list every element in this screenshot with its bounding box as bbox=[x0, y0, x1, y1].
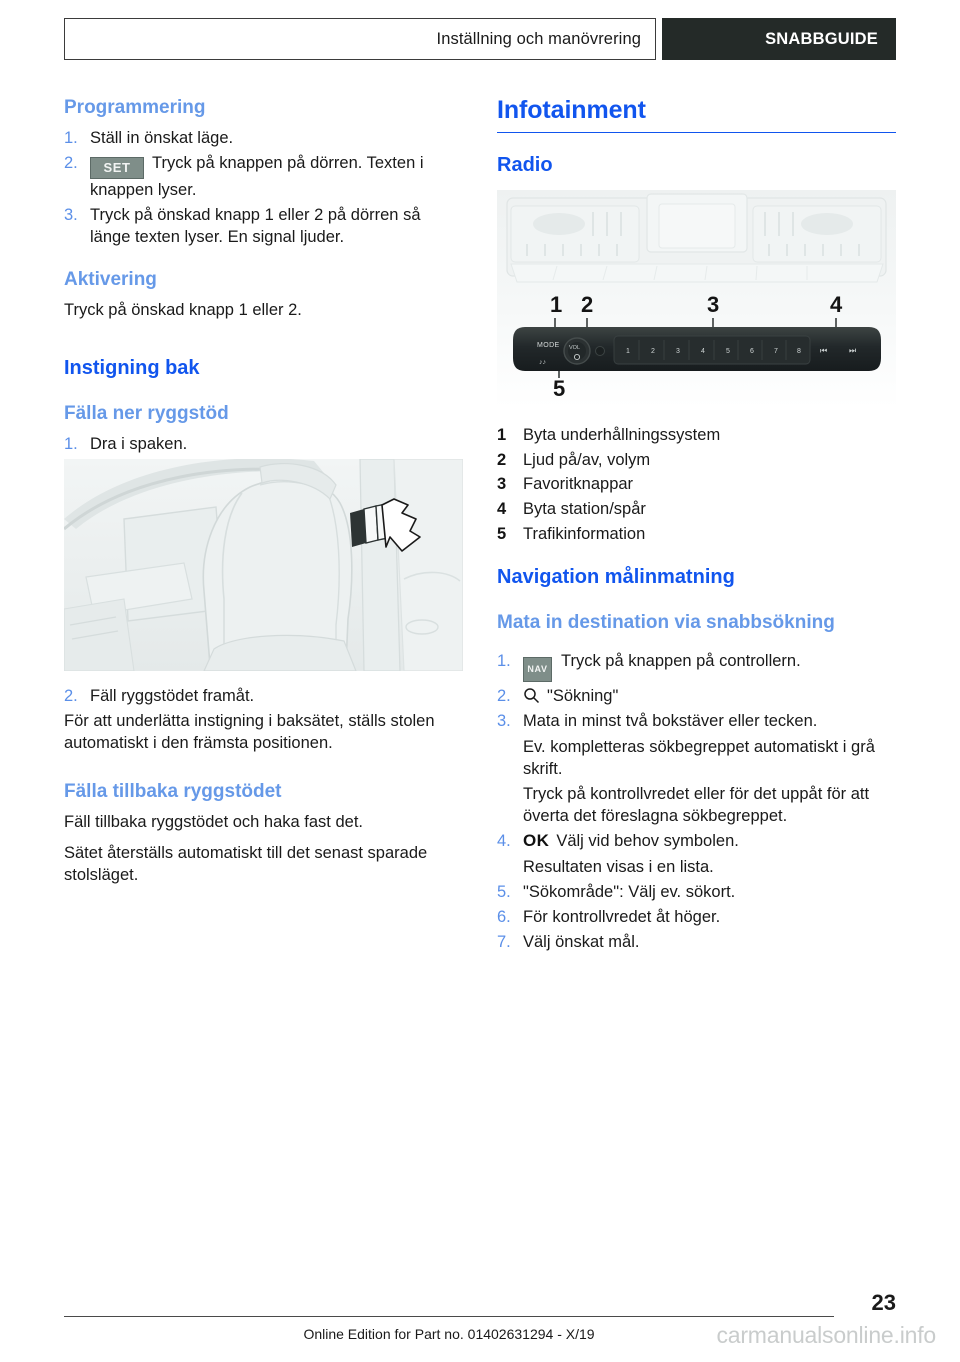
svg-text:8: 8 bbox=[797, 347, 801, 355]
falla-tillbaka-paragraph-2: Sätet återställs automatiskt till det senast sparade stolsläget. bbox=[64, 844, 428, 885]
header-section-tab bbox=[64, 18, 656, 60]
step-number: 7. bbox=[497, 933, 511, 952]
legend-item bbox=[497, 449, 896, 472]
skip-back-icon: ⏮ bbox=[820, 345, 828, 355]
navigation-steps bbox=[497, 650, 896, 732]
heading-falla-ner-ryggstod: Fälla ner ryggstöd bbox=[64, 403, 229, 425]
spacer bbox=[497, 548, 896, 565]
step-item bbox=[64, 127, 463, 149]
page-header bbox=[64, 18, 896, 60]
step-text: Välj vid behov symbolen. bbox=[556, 831, 739, 850]
left-column bbox=[64, 96, 463, 956]
heading-infotainment: Infotainment bbox=[497, 96, 646, 124]
callout-number-4: 4 bbox=[830, 291, 843, 317]
callout-number-5: 5 bbox=[553, 375, 566, 401]
footer-divider bbox=[64, 1316, 834, 1317]
step-text: Tryck på knappen på controllern. bbox=[561, 652, 801, 671]
navigation-note-b: Tryck på kontrollvredet eller för det uppåt för att överta det föreslagna sökbegreppet. bbox=[523, 784, 870, 825]
step-item bbox=[497, 931, 896, 953]
heading-navigation-malinmatning: Navigation målinmatning bbox=[497, 565, 735, 588]
step-text: Mata in minst två bokstäver eller tecken. bbox=[523, 712, 818, 731]
radio-legend-list bbox=[497, 424, 896, 546]
step-item bbox=[64, 152, 463, 201]
skip-forward-icon: ⏭ bbox=[849, 345, 857, 355]
step-text: Dra i spaken. bbox=[90, 434, 188, 453]
legend-item bbox=[497, 424, 896, 447]
step-text: För kontrollvredet åt höger. bbox=[523, 907, 721, 926]
heading-instigning-bak: Instigning bak bbox=[64, 357, 200, 380]
step-text: Tryck på önskad knapp 1 eller 2 på dörren så länge texten lyser. En signal ljuder. bbox=[90, 205, 421, 247]
step-text: Välj önskat mål. bbox=[523, 933, 640, 952]
svg-text:7: 7 bbox=[774, 347, 778, 355]
navigation-note-a: Ev. kompletteras sökbegreppet automatiskt i grå skrift. bbox=[523, 737, 875, 778]
step-item bbox=[64, 685, 463, 707]
header-chapter-tab bbox=[662, 18, 896, 60]
legend-label: Byta underhållningssystem bbox=[523, 425, 721, 444]
legend-number: 1 bbox=[497, 425, 507, 444]
step-number: 6. bbox=[497, 907, 511, 926]
svg-text:3: 3 bbox=[676, 347, 680, 355]
heading-radio: Radio bbox=[497, 153, 553, 176]
legend-number: 5 bbox=[497, 524, 507, 543]
heading-programmering: Programmering bbox=[64, 97, 206, 118]
navigation-steps-final bbox=[497, 881, 896, 953]
step-number: 4. bbox=[497, 831, 511, 850]
step-number: 2. bbox=[497, 687, 511, 706]
step-number: 1. bbox=[497, 652, 511, 671]
step-item bbox=[497, 685, 896, 707]
step-item bbox=[497, 650, 896, 682]
step-item bbox=[497, 710, 896, 732]
heading-falla-tillbaka-ryggstodet: Fälla tillbaka ryggstödet bbox=[64, 781, 282, 803]
callout-number-2: 2 bbox=[581, 291, 594, 317]
page-footer bbox=[64, 1290, 936, 1356]
falla-tillbaka-paragraph-1: Fäll tillbaka ryggstödet och haka fast det. bbox=[64, 812, 363, 831]
legend-label: Ljud på/av, volym bbox=[523, 450, 651, 469]
legend-item bbox=[497, 473, 896, 496]
mode-button-label: MODE bbox=[537, 341, 560, 349]
step-text: Ställ in önskat läge. bbox=[90, 128, 234, 147]
search-icon bbox=[523, 687, 540, 704]
page-content bbox=[64, 96, 896, 956]
set-button-icon: SET bbox=[90, 157, 144, 179]
step-number: 5. bbox=[497, 882, 511, 901]
step-number: 1. bbox=[64, 434, 78, 453]
falla-ner-steps-part1 bbox=[64, 433, 463, 455]
legend-number: 3 bbox=[497, 475, 507, 494]
footer-edition-text: Online Edition for Part no. 01402631294 - X/19 bbox=[303, 1326, 595, 1342]
programmering-steps bbox=[64, 127, 463, 248]
header-section-label: Inställning och manövrering bbox=[436, 29, 641, 48]
legend-label: Favoritknappar bbox=[523, 475, 634, 494]
step-item bbox=[497, 906, 896, 928]
step-number: 1. bbox=[64, 128, 78, 147]
legend-number: 4 bbox=[497, 500, 507, 519]
svg-text:2: 2 bbox=[651, 347, 655, 355]
falla-ner-note: För att underlätta instigning i baksätet, ställs stolen automatiskt i den främsta positionen. bbox=[64, 712, 435, 753]
radio-control-panel-illustration bbox=[497, 190, 896, 408]
seat-fold-illustration bbox=[64, 459, 463, 671]
nav-button-icon: NAV bbox=[523, 657, 552, 682]
legend-item bbox=[497, 498, 896, 521]
step-number: 3. bbox=[64, 205, 78, 224]
svg-text:5: 5 bbox=[726, 347, 730, 355]
heading-aktivering: Aktivering bbox=[64, 269, 157, 291]
navigation-steps-continued bbox=[497, 830, 896, 853]
step-number: 2. bbox=[64, 153, 78, 172]
callout-number-1: 1 bbox=[550, 291, 563, 317]
step-text-with-icon bbox=[523, 830, 896, 853]
right-column bbox=[497, 96, 896, 956]
page-number: 23 bbox=[871, 1290, 896, 1315]
step-text-with-icon bbox=[523, 650, 896, 682]
header-chapter-label: SNABBGUIDE bbox=[765, 29, 878, 48]
step-text: "Sökområde": Välj ev. sökort. bbox=[523, 882, 736, 901]
seat-illustration-svg bbox=[64, 459, 463, 671]
step-item bbox=[497, 881, 896, 903]
footer-watermark: carmanualsonline.info bbox=[716, 1322, 936, 1348]
chapter-divider bbox=[497, 132, 896, 133]
aktivering-text: Tryck på önskad knapp 1 eller 2. bbox=[64, 300, 302, 319]
vol-knob-label: VOL bbox=[569, 344, 581, 351]
spacer bbox=[64, 251, 463, 268]
radio-illustration-svg bbox=[497, 190, 896, 408]
step-number: 2. bbox=[64, 686, 78, 705]
svg-text:1: 1 bbox=[626, 347, 630, 355]
step-item bbox=[64, 433, 463, 455]
step-text-with-icon bbox=[523, 685, 896, 707]
heading-mata-in-destination: Mata in destination via snabbsökning bbox=[497, 611, 835, 633]
spacer bbox=[64, 393, 463, 402]
step-text: Fäll ryggstödet framåt. bbox=[90, 686, 255, 705]
legend-item bbox=[497, 523, 896, 546]
spacer bbox=[497, 602, 896, 611]
svg-text:4: 4 bbox=[701, 347, 705, 355]
step-text: "Sökning" bbox=[547, 687, 619, 706]
media-button-icon: ♪♪ bbox=[539, 358, 546, 366]
spacer bbox=[64, 763, 463, 780]
ok-button-icon: OK bbox=[523, 830, 550, 850]
falla-ner-steps-part2 bbox=[64, 685, 463, 707]
step-number: 3. bbox=[497, 712, 511, 731]
step-text: Tryck på knappen på dörren. Texten i knappen lyser. bbox=[90, 153, 424, 199]
legend-label: Byta station/spår bbox=[523, 500, 646, 519]
step-item bbox=[497, 830, 896, 853]
legend-number: 2 bbox=[497, 450, 507, 469]
step-item bbox=[64, 204, 463, 248]
legend-label: Trafikinformation bbox=[523, 524, 646, 543]
svg-text:6: 6 bbox=[750, 347, 754, 355]
step-text-with-icon bbox=[90, 152, 463, 201]
spacer bbox=[64, 330, 463, 356]
navigation-note-c: Resultaten visas i en lista. bbox=[523, 857, 714, 876]
callout-number-3: 3 bbox=[707, 291, 720, 317]
spacer bbox=[497, 641, 896, 650]
